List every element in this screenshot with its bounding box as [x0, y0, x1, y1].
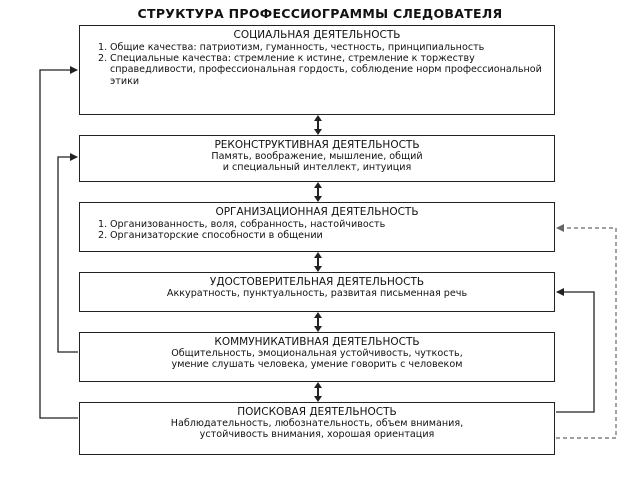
text-line: Аккуратность, пунктуальность, развитая письменная речь — [166, 288, 468, 299]
diagram-title: СТРУКТУРА ПРОФЕССИОГРАММЫ СЛЕДОВАТЕЛЯ — [137, 6, 503, 21]
list-item-text: Специальные качества: стремление к истине, стремление к торжеству справедливости, профессиональная гордость, соблюдение норм профессиональной этики — [110, 53, 542, 87]
organizational-activity-heading: ОРГАНИЗАЦИОННАЯ ДЕЯТЕЛЬНОСТЬ — [215, 206, 419, 218]
left-inner-connector — [58, 157, 78, 352]
list-item-text: Организованность, воля, собранность, настойчивость — [110, 219, 386, 230]
certifying-activity-heading: УДОСТОВЕРИТЕЛЬНАЯ ДЕЯТЕЛЬНОСТЬ — [209, 276, 425, 288]
text-line: умение слушать человека, умение говорить с человеком — [171, 359, 463, 371]
list-item-number: 1. — [98, 219, 108, 230]
right-dashed-connector — [556, 228, 616, 438]
double-arrow-icon — [314, 252, 322, 272]
list-item-number: 2. — [98, 230, 108, 242]
reconstructive-activity-heading: РЕКОНСТРУКТИВНАЯ ДЕЯТЕЛЬНОСТЬ — [214, 139, 420, 151]
text-line: Наблюдательность, любознательность, объем внимания, — [170, 418, 464, 429]
double-arrow-icon — [314, 382, 322, 402]
list-item-text: Общие качества: патриотизм, гуманность, честность, принципиальность — [110, 42, 485, 53]
list-item-number: 2. — [98, 53, 108, 65]
text-line: Общительность, эмоциональная устойчивость, чуткость, — [171, 348, 463, 359]
double-arrow-icon — [314, 115, 322, 135]
search-activity-heading: ПОИСКОВАЯ ДЕЯТЕЛЬНОСТЬ — [237, 406, 397, 418]
double-arrow-icon — [314, 182, 322, 202]
list-item-number: 1. — [98, 42, 108, 53]
communicative-activity-heading: КОММУНИКАТИВНАЯ ДЕЯТЕЛЬНОСТЬ — [214, 336, 420, 348]
double-arrow-icon — [314, 312, 322, 332]
right-solid-connector — [556, 292, 594, 412]
text-line: устойчивость внимания, хорошая ориентация — [199, 429, 435, 441]
list-item-text: Организаторские способности в общении — [110, 230, 323, 242]
left-outer-connector — [40, 70, 78, 418]
social-activity-heading: СОЦИАЛЬНАЯ ДЕЯТЕЛЬНОСТЬ — [233, 29, 401, 41]
text-line: Память, воображение, мышление, общий — [211, 151, 423, 162]
text-line: и специальный интеллект, интуиция — [222, 162, 412, 174]
